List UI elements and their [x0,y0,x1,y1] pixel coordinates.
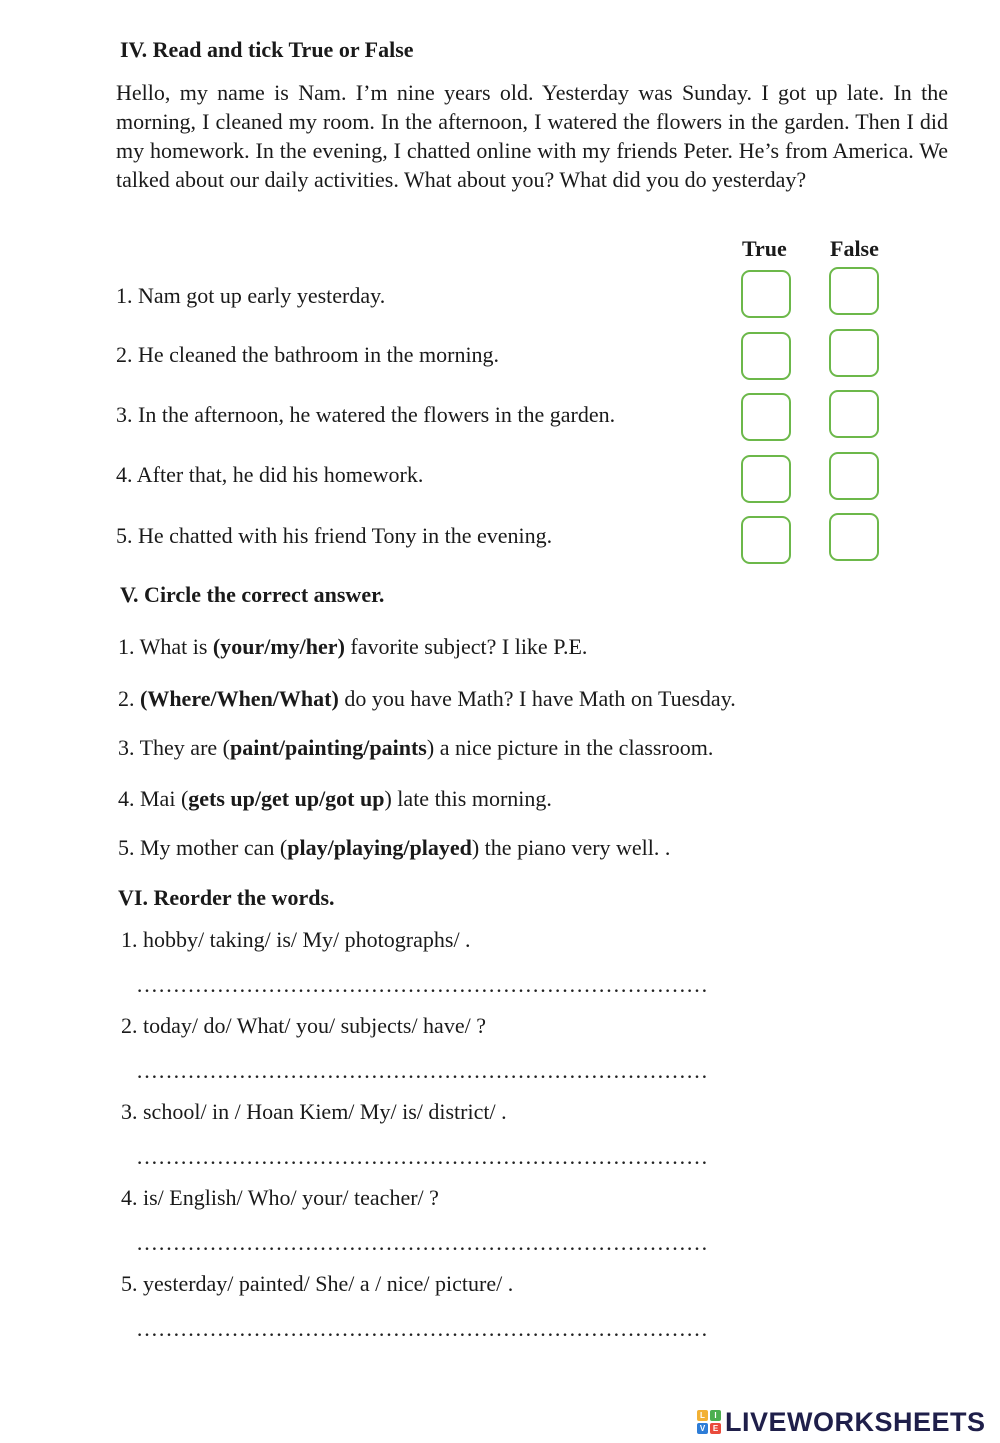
logo-square: V [697,1423,708,1434]
logo-square: L [697,1410,708,1421]
false-checkbox-5[interactable] [829,513,879,561]
logo-square: E [710,1423,721,1434]
circle-item-4: 4. Mai (gets up/get up/got up) late this morning. [118,786,552,811]
statement-2: 2. He cleaned the bathroom in the morning. [116,342,500,367]
statement-3: 3. In the afternoon, he watered the flowers in the garden. [116,402,616,427]
reorder-prompt-3: 3. school/ in / Hoan Kiem/ My/ is/ district/ . [121,1099,507,1124]
reorder-prompt-1: 1. hobby/ taking/ is/ My/ photographs/ . [121,927,471,952]
section-4-heading: IV. Read and tick True or False [120,37,414,62]
circle-item-2: 2. (Where/When/What) do you have Math? I have Math on Tuesday. [118,686,736,711]
liveworksheets-logo [697,1404,986,1440]
false-checkbox-4[interactable] [829,452,879,500]
logo-mark-icon [697,1410,721,1434]
section-5-heading: V. Circle the correct answer. [120,582,385,607]
answer-line-4[interactable]: …………………………………………………………………… [136,1230,708,1255]
true-checkbox-1[interactable] [741,270,791,318]
answer-options[interactable]: (Where/When/What) [140,686,339,711]
circle-item-3: 3. They are (paint/painting/paints) a nice picture in the classroom. [118,735,714,760]
answer-line-5[interactable]: …………………………………………………………………… [136,1316,708,1341]
answer-line-3[interactable]: …………………………………………………………………… [136,1144,708,1169]
true-checkbox-5[interactable] [741,516,791,564]
answer-options[interactable]: gets up/get up/got up [188,786,385,811]
true-checkbox-4[interactable] [741,455,791,503]
reading-passage: Hello, my name is Nam. I’m nine years old. Yesterday was Sunday. I got up late. In the morning, I cleaned my room. In the afternoon, I watered the flowers in the garden. Then I did my homework. In the evening, I chatted online with my friends Peter. He’s from America. We talked about our daily activities. What about you? What did you do yesterday? [116,80,948,192]
statement-4: 4. After that, he did his homework. [116,462,424,487]
circle-item-1: 1. What is (your/my/her) favorite subject? I like P.E. [118,634,588,659]
reorder-prompt-2: 2. today/ do/ What/ you/ subjects/ have/ ? [121,1013,486,1038]
circle-item-5: 5. My mother can (play/playing/played) the piano very well. . [118,835,671,860]
true-checkbox-3[interactable] [741,393,791,441]
false-checkbox-3[interactable] [829,390,879,438]
logo-text: LIVEWORKSHEETS [725,1406,986,1437]
false-checkbox-2[interactable] [829,329,879,377]
true-checkbox-2[interactable] [741,332,791,380]
answer-options[interactable]: paint/painting/paints [230,735,427,760]
answer-line-2[interactable]: …………………………………………………………………… [136,1058,708,1083]
logo-square: I [710,1410,721,1421]
answer-options[interactable]: play/playing/played [287,835,472,860]
section-6-heading: VI. Reorder the words. [118,885,335,910]
statement-1: 1. Nam got up early yesterday. [116,283,386,308]
reorder-prompt-5: 5. yesterday/ painted/ She/ a / nice/ picture/ . [121,1271,514,1296]
answer-line-1[interactable]: …………………………………………………………………… [136,972,708,997]
statement-5: 5. He chatted with his friend Tony in the evening. [116,523,553,548]
false-checkbox-1[interactable] [829,267,879,315]
answer-options[interactable]: (your/my/her) [212,634,345,659]
true-column-header: True [742,236,787,261]
false-column-header: False [830,236,879,261]
reorder-prompt-4: 4. is/ English/ Who/ your/ teacher/ ? [121,1185,439,1210]
